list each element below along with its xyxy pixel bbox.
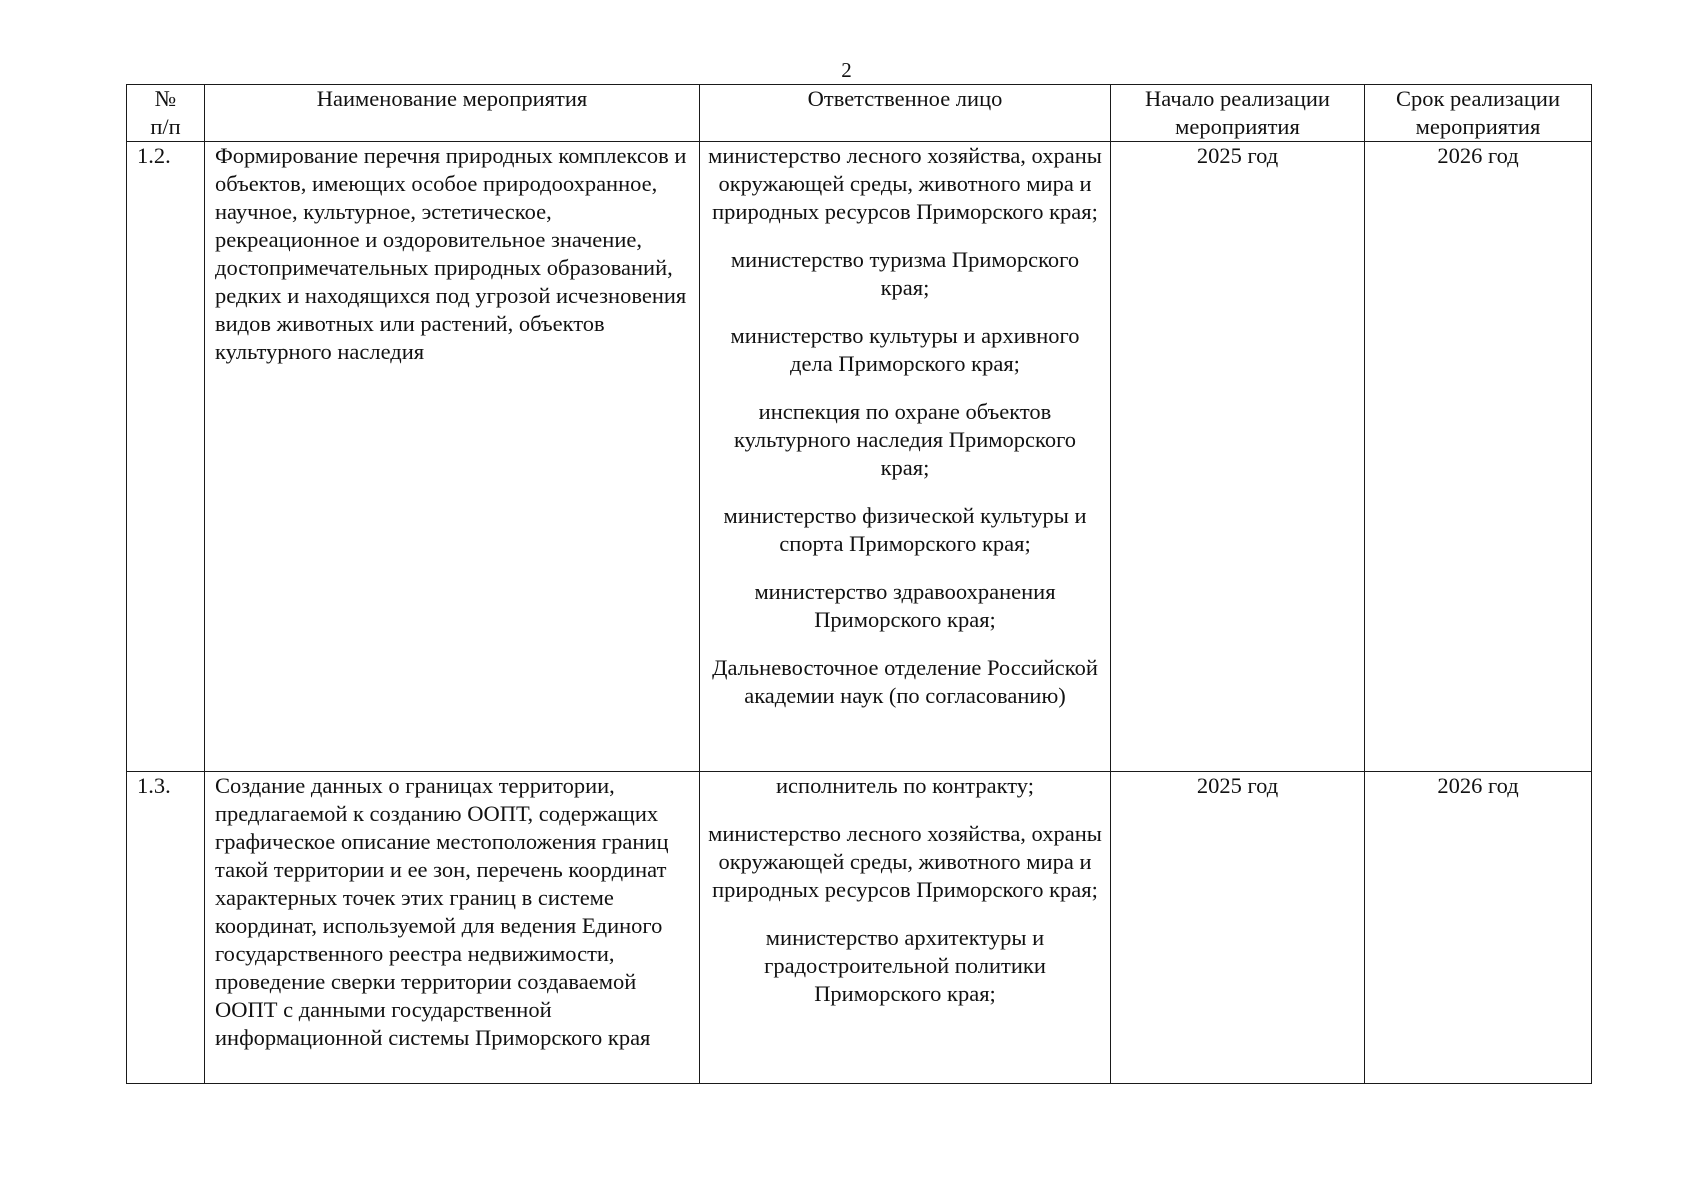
header-line: Начало реализации <box>1145 86 1330 111</box>
header-deadline <box>1365 85 1592 142</box>
row-number: 1.2. <box>127 142 205 772</box>
responsible-entry: инспекция по охране объектов культурного наследия Приморского края; <box>734 399 1076 480</box>
responsible-entry: министерство архитектуры и градостроительной политики Приморского края; <box>764 925 1046 1006</box>
responsible-entry: министерство туризма Приморского края; <box>730 247 1080 300</box>
deadline-year: 2026 год <box>1365 772 1592 1084</box>
responsible-cell <box>700 142 1111 772</box>
header-line: Срок реализации <box>1395 86 1561 111</box>
table-row <box>127 772 1592 1084</box>
header-line: мероприятия <box>1415 114 1541 139</box>
responsible-entry: министерство лесного хозяйства, охраны окружающей среды, животного мира и природных ресурсов Приморского края; <box>708 143 1102 224</box>
header-number <box>127 85 205 142</box>
activity-name: Формирование перечня природных комплексов и объектов, имеющих особое природоохранное, научное, культурное, эстетическое, рекреационное и оздоровительное значение, достопримечательных природных образований, редких и находящихся под угрозой исчезновения видов животных или растений, объектов культурного наследия <box>205 142 700 772</box>
responsible-entry: исполнитель по контракту; <box>776 773 1034 798</box>
header-line: № <box>154 86 177 111</box>
responsible-entry: Дальневосточное отделение Российской академии наук (по согласованию) <box>712 655 1098 708</box>
header-line: п/п <box>150 114 181 139</box>
responsible-cell <box>700 772 1111 1084</box>
activity-name: Создание данных о границах территории, предлагаемой к созданию ООПТ, содержащих графическое описание местоположения границ такой территории и ее зон, перечень координат характерных точек этих границ в системе координат, используемой для ведения Единого государственного реестра недвижимости, проведение сверки территории создаваемой ООПТ с данными государственной информационной системы Приморского края <box>205 772 700 1084</box>
responsible-entry: министерство культуры и архивного дела Приморского края; <box>730 323 1080 376</box>
responsible-entry: министерство лесного хозяйства, охраны окружающей среды, животного мира и природных ресурсов Приморского края; <box>708 821 1102 902</box>
table-header-row <box>127 85 1592 142</box>
responsible-entry: министерство физической культуры и спорта Приморского края; <box>723 503 1087 556</box>
deadline-year: 2026 год <box>1365 142 1592 772</box>
header-start <box>1111 85 1365 142</box>
start-year: 2025 год <box>1111 772 1365 1084</box>
header-activity-name <box>205 85 700 142</box>
table-row <box>127 142 1592 772</box>
activities-table <box>126 84 1592 1084</box>
header-line: Наименование мероприятия <box>316 86 588 111</box>
header-line: Ответственное лицо <box>807 86 1003 111</box>
header-responsible <box>700 85 1111 142</box>
row-number: 1.3. <box>127 772 205 1084</box>
header-line: мероприятия <box>1175 114 1300 139</box>
responsible-entry: министерство здравоохранения Приморского края; <box>754 579 1056 632</box>
page-number: 2 <box>841 58 852 82</box>
start-year: 2025 год <box>1111 142 1365 772</box>
